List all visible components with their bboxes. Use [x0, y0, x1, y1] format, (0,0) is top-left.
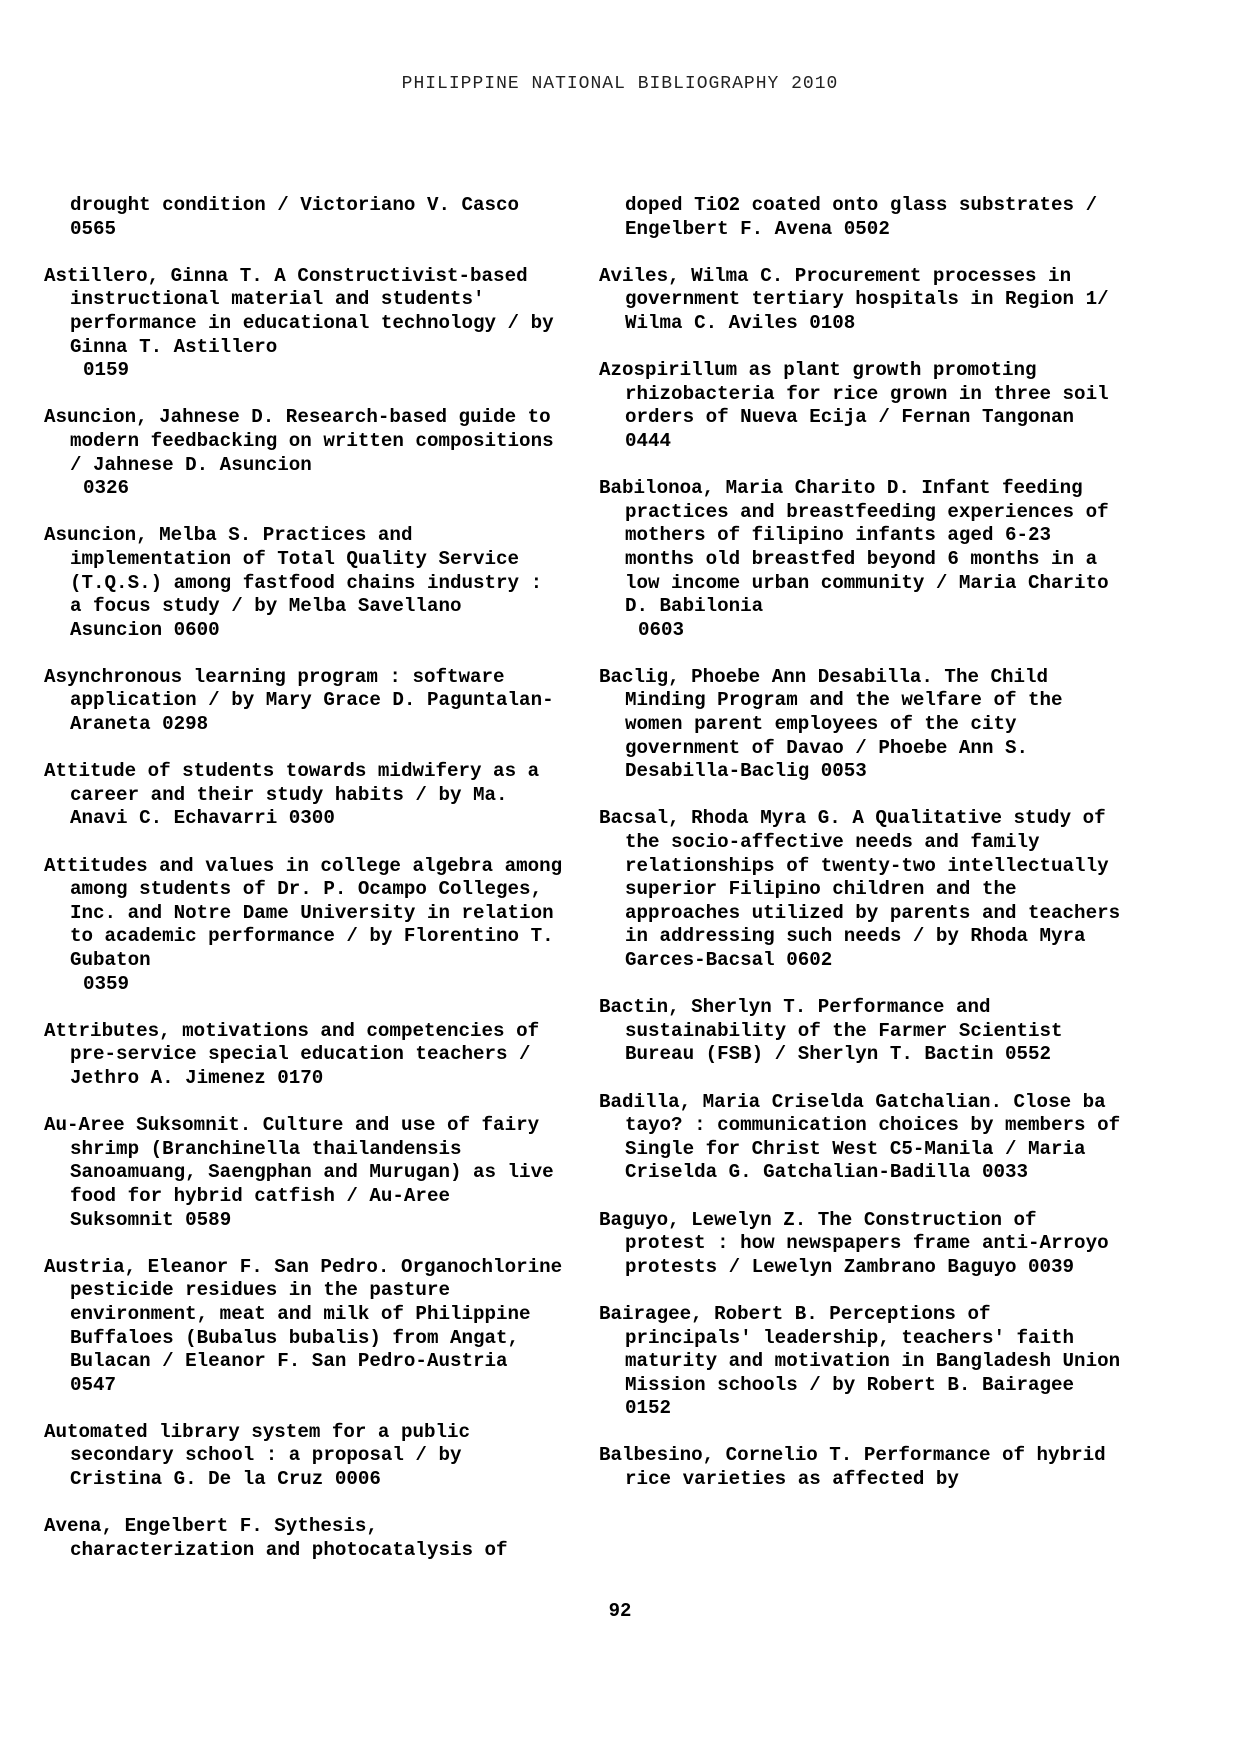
- entry-text: Balbesino, Cornelio T. Performance of hybrid rice varieties as affected by: [599, 1444, 1106, 1491]
- control-number: 0552: [1004, 1043, 1052, 1066]
- bibliography-entry: [44, 194, 564, 241]
- entry-text: Avena, Engelbert F. Sythesis, characterization and photocatalysis of: [44, 1515, 508, 1561]
- entry-text: Baclig, Phoebe Ann Desabilla. The Child Minding Program and the welfare of the women parent employees of the city government of Davao / Phoebe Ann S. Desabilla-Baclig: [599, 665, 1063, 783]
- control-number: 0152: [625, 1397, 672, 1420]
- control-number: 0444: [625, 429, 672, 452]
- bibliography-entry: [599, 477, 1124, 642]
- entry-text: Azospirillum as plant growth promoting rhizobacteria for rice grown in three soil orders of Nueva Ecija / Fernan Tangonan: [599, 359, 1109, 429]
- entry-text: Au-Aree Suksomnit. Culture and use of fairy shrimp (Branchinella thailandensis Sanoamuang, Saengphan and Murugan) as live food for hybrid catfish / Au-Aree Suksomnit: [44, 1114, 554, 1231]
- bibliography-entry: [44, 1114, 564, 1232]
- bibliography-entry: [44, 524, 564, 642]
- bibliography-entry: [599, 807, 1124, 972]
- control-number: 0108: [809, 311, 856, 334]
- entry-text: Bacsal, Rhoda Myra G. A Qualitative study of the socio-affective needs and family relationships of twenty-two intellectually superior Filipino children and the approaches utilized by parents and teachers in addressing such needs / by Rhoda Myra Garces-Bacsal: [599, 807, 1121, 971]
- entry-text: Baguyo, Lewelyn Z. The Construction of protest : how newspapers frame anti-Arroyo protests / Lewelyn Zambrano Baguyo: [599, 1208, 1109, 1278]
- bibliography-entry: [599, 1303, 1124, 1421]
- left-column: [44, 194, 564, 1586]
- entry-text: Asuncion, Melba S. Practices and implementation of Total Quality Service (T.Q.S.) among fastfood chains industry : a focus study / by Melba Savellano Asuncion: [44, 524, 543, 641]
- entry-text: Babilonoa, Maria Charito D. Infant feeding practices and breastfeeding experiences of mothers of filipino infants aged 6-23 months old breastfed beyond 6 months in a low income urban community / Maria Charito D. Babilonia: [599, 477, 1109, 618]
- bibliography-entry: [44, 666, 564, 737]
- running-header: PHILIPPINE NATIONAL BIBLIOGRAPHY 2010: [401, 74, 839, 94]
- bibliography-entry: [599, 996, 1124, 1067]
- entry-text: Automated library system for a public secondary school : a proposal / by Cristina G. De la Cruz: [44, 1420, 471, 1491]
- control-number: 0603: [638, 618, 685, 641]
- control-number: 0053: [820, 760, 867, 783]
- control-number: 0300: [288, 807, 335, 830]
- bibliography-entry: [44, 1020, 564, 1091]
- bibliography-entry: [599, 666, 1124, 784]
- bibliography-entry: [599, 265, 1124, 336]
- control-number: 0602: [786, 949, 833, 971]
- entry-text: Attitudes and values in college algebra among among students of Dr. P. Ocampo Colleges, Inc. and Notre Dame University in relation to academic performance / by Florentino T. Gubaton: [44, 854, 563, 971]
- control-number: 0159: [83, 359, 130, 382]
- entry-text: Attributes, motivations and competencies of pre-service special education teachers / Jethro A. Jimenez: [44, 1019, 540, 1089]
- control-number: 0006: [334, 1468, 381, 1491]
- control-number: 0326: [83, 477, 130, 500]
- entry-text: Bairagee, Robert B. Perceptions of principals' leadership, teachers' faith maturity and motivation in Bangladesh Union Mission schools / by Robert B. Bairagee: [599, 1302, 1121, 1396]
- bibliography-entry: [599, 1209, 1124, 1280]
- control-number: 0298: [162, 713, 209, 736]
- bibliography-entry: [44, 1421, 564, 1492]
- entry-text: drought condition / Victoriano V. Casco: [70, 194, 520, 216]
- bibliography-entry: [44, 1256, 564, 1398]
- entry-text: Badilla, Maria Criselda Gatchalian. Close ba tayo? : communication choices by members of Single for Christ West C5-Manila / Maria Criselda G. Gatchalian-Badilla: [599, 1090, 1121, 1184]
- right-column: [599, 194, 1124, 1515]
- control-number: 0600: [173, 618, 220, 641]
- bibliography-entry: [44, 265, 564, 383]
- bibliography-entry: [44, 406, 564, 500]
- bibliography-entry: [599, 359, 1124, 453]
- bibliography-entry: [44, 760, 564, 831]
- bibliography-entry: [599, 1444, 1124, 1491]
- page-number: 92: [608, 1600, 632, 1622]
- control-number: 0039: [1028, 1255, 1075, 1278]
- entry-text: Bactin, Sherlyn T. Performance and sustainability of the Farmer Scientist Bureau (FSB) / Sherlyn T. Bactin: [599, 996, 1063, 1066]
- bibliography-entry: [44, 1515, 564, 1562]
- entry-text: Aviles, Wilma C. Procurement processes in government tertiary hospitals in Region 1/ Wilma C. Aviles: [599, 264, 1109, 334]
- bibliography-entry: [599, 1091, 1124, 1185]
- control-number: 0589: [185, 1208, 232, 1231]
- entry-text: Asynchronous learning program : software application / by Mary Grace D. Paguntalan-Araneta: [44, 665, 554, 736]
- entry-text: Asuncion, Jahnese D. Research-based guide to modern feedbacking on written compositions / Jahnese D. Asuncion: [44, 406, 554, 476]
- control-number: 0359: [83, 972, 130, 995]
- control-number: 0502: [843, 217, 890, 240]
- control-number: 0547: [70, 1373, 117, 1396]
- control-number: 0565: [70, 217, 117, 240]
- entry-text: Astillero, Ginna T. A Constructivist-based instructional material and students' performance in educational technology / by Ginna T. Astillero: [44, 264, 554, 358]
- entry-text: doped TiO2 coated onto glass substrates / Engelbert F. Avena: [625, 194, 1098, 240]
- entry-text: Austria, Eleanor F. San Pedro. Organochlorine pesticide residues in the pasture environment, meat and milk of Philippine Buffaloes (Bubalus bubalis) from Angat, Bulacan / Eleanor F. San Pedro-Austria: [44, 1255, 563, 1373]
- bibliography-entry: [44, 855, 564, 997]
- control-number: 0033: [981, 1161, 1029, 1184]
- entry-text: Attitude of students towards midwifery as a career and their study habits / by Ma. Anavi C. Echavarri: [44, 760, 540, 830]
- control-number: 0170: [277, 1066, 324, 1089]
- bibliography-entry: [599, 194, 1124, 241]
